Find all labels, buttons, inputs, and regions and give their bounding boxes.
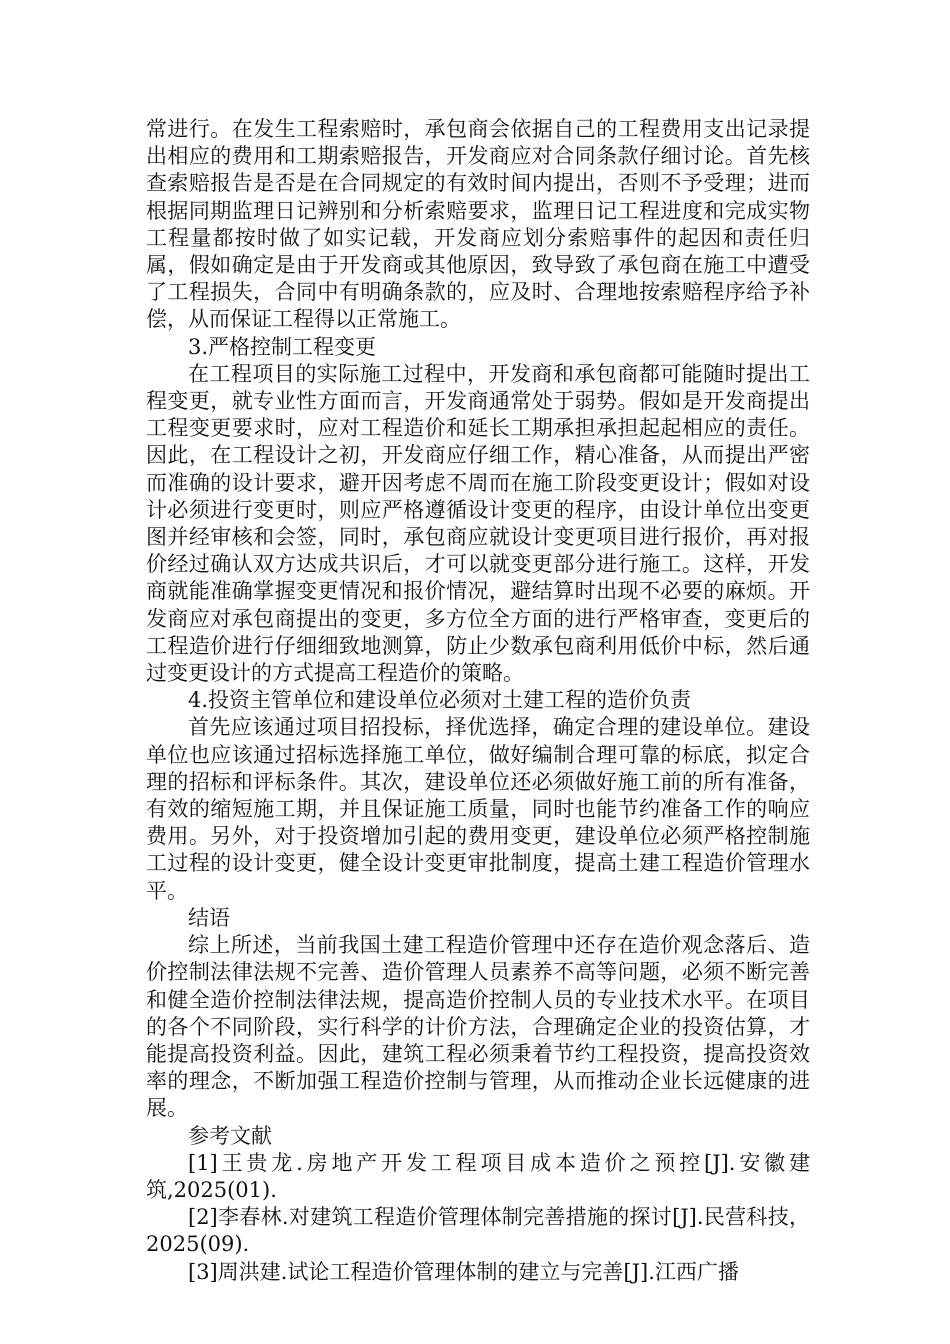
document-body bbox=[146, 116, 810, 1286]
body-paragraph: 综上所述，当前我国土建工程造价管理中还存在造价观念落后、造价控制法律法规不完善、造价管理人员素养不高等问题，必须不断完善和健全造价控制法律法规，提高造价控制人员的专业技术水平。在项目的各个不同阶段，实行科学的计价方法，合理确定企业的投资估算，才能提高投资利益。因此，建筑工程必须秉着节约工程投资，提高投资效率的理念，不断加强工程造价控制与管理，从而推动企业长远健康的进展。 bbox=[146, 933, 810, 1121]
section-heading-change-control: 3.严格控制工程变更 bbox=[188, 334, 377, 359]
reference-item: [1]王贵龙.房地产开发工程项目成本造价之预控[J].安徽建筑,2025(01). bbox=[146, 1150, 810, 1202]
section-heading-conclusion: 结语 bbox=[188, 905, 230, 930]
body-paragraph: 首先应该通过项目招投标，择优选择，确定合理的建设单位。建设单位也应该通过招标选择施工单位，做好编制合理可靠的标底，拟定合理的招标和评标条件。其次，建设单位还必须做好施工前的所有准备，有效的缩短施工期，并且保证施工质量，同时也能节约准备工作的响应费用。另外，对于投资增加引起的费用变更，建设单位必须严格控制施工过程的设计变更，健全设计变更审批制度，提高土建工程造价管理水平。 bbox=[146, 715, 810, 903]
section-heading-references: 参考文献 bbox=[188, 1123, 272, 1148]
reference-item: [3]周洪建.试论工程造价管理体制的建立与完善[J].江西广播 bbox=[188, 1259, 739, 1284]
section-heading-investment-responsibility: 4.投资主管单位和建设单位必须对土建工程的造价负责 bbox=[188, 688, 692, 713]
reference-item: [2]李春林.对建筑工程造价管理体制完善措施的探讨[J].民营科技，2025(09). bbox=[146, 1205, 810, 1257]
body-paragraph: 在工程项目的实际施工过程中，开发商和承包商都可能随时提出工程变更，就专业性方面而言，开发商通常处于弱势。假如是开发商提出工程变更要求时，应对工程造价和延长工期承担承担起起相应的责任。因此，在工程设计之初，开发商应仔细工作，精心准备，从而提出严密而准确的设计要求，避开因考虑不周而在施工阶段变更设计；假如对设计必须进行变更时，则应严格遵循设计变更的程序，由设计单位出变更图并经审核和会签，同时，承包商应就设计变更项目进行报价，再对报价经过确认双方达成共识后，才可以就变更部分进行施工。这样，开发商就能准确掌握变更情况和报价情况，避结算时出现不必要的麻烦。开发商应对承包商提出的变更，多方位全方面的进行严格审查，变更后的工程造价进行仔细细致地测算，防止少数承包商利用低价中标，然后通过变更设计的方式提高工程造价的策略。 bbox=[146, 361, 810, 686]
body-paragraph: 常进行。在发生工程索赔时，承包商会依据自己的工程费用支出记录提出相应的费用和工期索赔报告，开发商应对合同条款仔细讨论。首先核查索赔报告是否是在合同规定的有效时间内提出，否则不予受理；进而根据同期监理日记辨别和分析索赔要求，监理日记工程进度和完成实物工程量都按时做了如实记载，开发商应划分索赔事件的起因和责任归属，假如确定是由于开发商或其他原因，致导致了承包商在施工中遭受了工程损失，合同中有明确条款的，应及时、合理地按索赔程序给予补偿，从而保证工程得以正常施工。 bbox=[146, 117, 810, 332]
